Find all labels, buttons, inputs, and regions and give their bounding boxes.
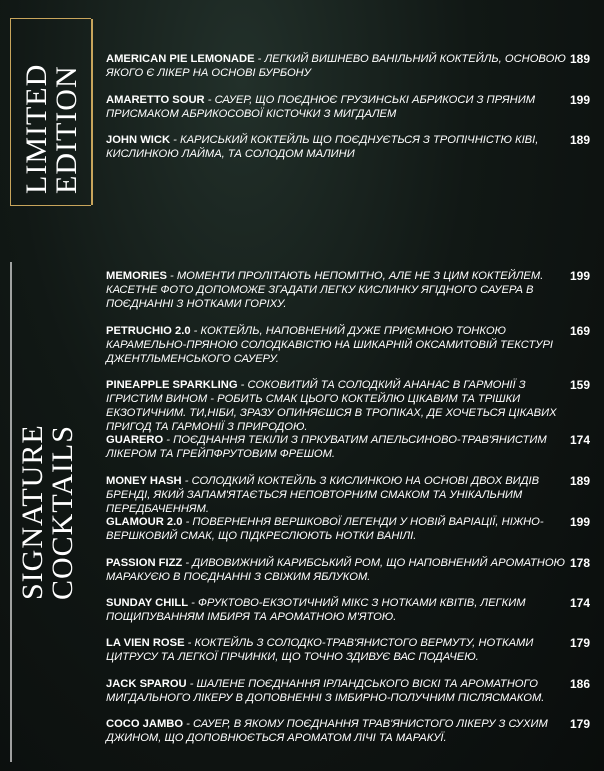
item-price: 189 [570,133,591,147]
item-description: - ФРУКТОВО-ЕКЗОТИЧНИЙ МІКС З НОТКАМИ КВІТІВ, ЛЕГКИМ ПОЩИПУВАННЯМ ІМБИРЯ ТА АРОМАТНОЮ М'ЯТОЮ. [106,597,526,623]
item-name: AMARETTO SOUR [106,94,205,106]
item-price: 199 [570,269,591,283]
item-description: - СОКОВИТИЙ ТА СОЛОДКИЙ АНАНАС В ГАРМОНІЇ З ІГРИСТИМ ВИНОМ - РОБИТЬ СМАК ЦЬОГО КОКТЕЙЛЮ ЦІКАВИМ ТА ТРІШКИ ЕКЗОТИЧНИМ. ТИ,НІБИ, ЗРАЗУ ОПИНЯЄШСЯ В ТРОПІКАХ, ДЕ ХОЧЕТЬСЯ ЦІКАВИХ ПРИГОД ТА ГАРМОНІЇ З ПРИРОДОЮ. [106,379,557,433]
menu-item-glamour [106,515,566,543]
item-price: 178 [570,556,591,570]
item-price: 199 [570,515,591,529]
item-name: PETRUCHIO 2.0 [106,325,191,337]
item-description: - ДИВОВИЖНИЙ КАРИБСЬКИЙ РОМ, ЩО НАПОВНЕНИЙ АРОМАТНОЮ МАРАКУЄЮ В ПОЄДНАННІ З СВІЖИМ ЯБЛУКОМ. [106,557,565,583]
signature-title-line1: SIGNATURE [16,424,49,600]
item-name: GLAMOUR 2.0 [106,516,183,528]
item-name: PASSION FIZZ [106,557,183,569]
item-name: MEMORIES [106,270,167,282]
item-description: - СОЛОДКИЙ КОКТЕЙЛЬ З КИСЛИНКОЮ НА ОСНОВІ ДВОХ ВИДІВ БРЕНДІ, ЯКИЙ ЗАПАМ'ЯТАЄТЬСЯ НЕПОВТОРНИМ СМАКОМ ТА УНІКАЛЬНИМ ПЕРЕДБАЧЕННЯМ. [106,475,540,515]
menu-item-passion-fizz [106,556,566,584]
item-price: 174 [570,596,591,610]
item-name: COCO JAMBO [106,718,184,730]
item-name: PINEAPPLE SPARKLING [106,379,238,391]
item-description: - КОКТЕЙЛЬ З СОЛОДКО-ТРАВ'ЯНИСТОГО ВЕРМУТУ, НОТКАМИ ЦИТРУСУ ТА ЛЕГКОЇ ГІРЧИНКИ, ЩО ТОЧНО ЗДИВУЄ ВАС ПОДАЧЕЮ. [106,637,534,663]
item-description: - ЛЕГКИЙ ВИШНЕВО ВАНІЛЬНИЙ КОКТЕЙЛЬ, ОСНОВОЮ ЯКОГО Є ЛІКЕР НА ОСНОВІ БУРБОНУ [106,53,566,79]
item-description: - МОМЕНТИ ПРОЛІТАЮТЬ НЕПОМІТНО, АЛЕ НЕ З ЦИМ КОКТЕЙЛЕМ. КАСЕТНЕ ФОТО ДОПОМОЖЕ ЗГАДАТИ ЛЕГКУ КИСЛИНКУ ЯГІДНОГО САУЕРА В ПОЄДНАННІ З НОТКАМИ ГОРІХУ. [106,270,544,310]
menu-item-guarero [106,433,566,461]
signature-cocktails-title [18,424,78,600]
item-description: - САУЕР, ЩО ПОЄДНЮЄ ГРУЗИНСЬКІ АБРИКОСИ З ПРЯНИМ ПРИСМАКОМ АБРИКОСОВОЇ КІСТОЧКИ З МИГДАЛЕМ [106,94,536,120]
item-price: 169 [570,324,591,338]
limited-title-line1: LIMITED [20,63,53,194]
menu-item-money-hash [106,474,566,516]
item-name: JACK SPAROU [106,678,187,690]
limited-title-line2: EDITION [50,65,83,194]
menu-item-memories [106,269,566,311]
menu-item-coco-jambo [106,717,566,745]
item-price: 199 [570,93,591,107]
item-name: JOHN WICK [106,134,171,146]
menu-item-pineapple-sparkling [106,378,566,434]
signature-divider-line [10,262,12,762]
signature-title-line2: COCKTAILS [46,425,79,600]
item-price: 189 [570,474,591,488]
item-description: - ШАЛЕНЕ ПОЄДНАННЯ ІРЛАНДСЬКОГО ВІСКІ ТА АРОМАТНОГО МИГДАЛЬНОГО ЛІКЕРУ В ДОПОВНЕННІ З ІМБИРНО-ПОЛУЧНИМ ПІСЛЯСМАКОМ. [106,678,545,704]
item-name: AMERICAN PIE LEMONADE [106,53,255,65]
item-description: - КОКТЕЙЛЬ, НАПОВНЕНИЙ ДУЖЕ ПРИЄМНОЮ ТОНКОЮ КАРАМЕЛЬНО-ПРЯНОЮ СОЛОДКАВІСТЮ НА ШИКАРНІЙ ОКСАМИТОВІЙ ТЕКСТУРІ ДЖЕНТЛЬМЕНСЬКОГО САУЕРУ. [106,325,554,365]
item-description: - КАРИСЬКИЙ КОКТЕЙЛЬ ЩО ПОЄДНУЄТЬСЯ З ТРОПІЧНІСТЮ КІВІ, КИСЛИНКОЮ ЛАЙМА, ТА СОЛОДОМ МАЛИНИ [106,134,539,160]
item-name: SUNDAY CHILL [106,597,189,609]
menu-item-john-wick [106,133,566,161]
menu-item-la-vien-rose [106,636,566,664]
item-price: 179 [570,717,591,731]
menu-item-amaretto-sour [106,93,566,121]
item-name: GUARERO [106,434,164,446]
limited-edition-title [22,64,82,194]
item-price: 159 [570,378,591,392]
item-price: 186 [570,677,591,691]
item-price: 179 [570,636,591,650]
item-description: - ПОЄДНАННЯ ТЕКІЛИ З ПРКУВАТИМ АПЕЛЬСИНОВО-ТРАВ'ЯНИСТИМ ЛІКЕРОМ ТА ГРЕЙПФРУТОВИМ ФРЕШОМ. [106,434,547,460]
item-description: - САУЕР, В ЯКОМУ ПОЄДНАННЯ ТРАВ'ЯНИСТОГО ЛІКЕРУ З СУХИМ ДЖИНОМ, ЩО ДОПОВНЮЄТЬСЯ АРОМАТОМ ЛІЧІ ТА МАРАКУЇ. [106,718,548,744]
item-price: 189 [570,52,591,66]
item-description: - ПОВЕРНЕННЯ ВЕРШКОВОЇ ЛЕГЕНДИ У НОВІЙ ВАРІАЦІЇ, НІЖНО-ВЕРШКОВИЙ СМАК, ЩО ПІДКРЕСЛЮЮТЬ НОТКИ ВАНІЛІ. [106,516,544,542]
menu-item-petruchio [106,324,566,366]
item-price: 174 [570,433,591,447]
menu-item-american-pie-lemonade [106,52,566,80]
item-name: MONEY HASH [106,475,182,487]
menu-item-sunday-chill [106,596,566,624]
item-name: LA VIEN ROSE [106,637,185,649]
menu-item-jack-sparou [106,677,566,705]
